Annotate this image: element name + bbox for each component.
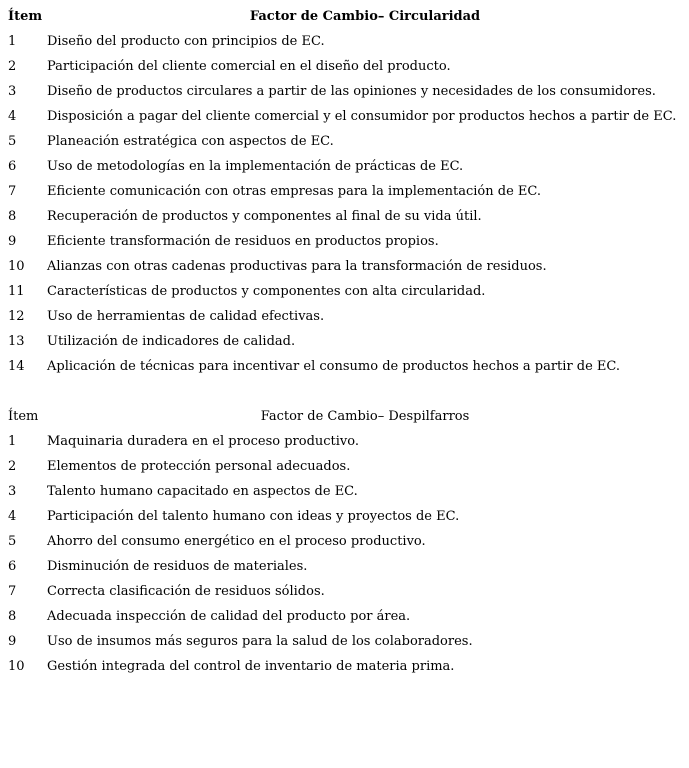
table-row [8,657,683,682]
table-body [8,432,683,682]
item-number: 1 [8,434,17,449]
factor-description: Recuperación de productos y componentes al final de su vida útil. [47,209,482,224]
table-row [8,32,683,57]
table-row [8,457,683,482]
factor-description: Características de productos y componentes con alta circularidad. [47,284,486,299]
item-number: 6 [8,559,17,574]
table-row [8,507,683,532]
table-row [8,357,683,382]
item-number: 3 [8,84,17,99]
factor-description: Adecuada inspección de calidad del producto por área. [47,609,411,624]
factor-description: Aplicación de técnicas para incentivar el consumo de productos hechos a partir de EC. [47,359,621,374]
item-number: 5 [8,534,17,549]
table-row [8,257,683,282]
factor-description: Disminución de residuos de materiales. [47,559,308,574]
item-column-header: Ítem [8,409,39,424]
factor-description: Uso de metodologías en la implementación de prácticas de EC. [47,159,464,174]
factor-description: Elementos de protección personal adecuados. [47,459,351,474]
item-number: 13 [8,334,25,349]
item-number: 2 [8,59,17,74]
item-number: 12 [8,309,25,324]
item-number: 4 [8,109,17,124]
item-number: 6 [8,159,17,174]
table-row [8,82,683,107]
factor-description: Correcta clasificación de residuos sólidos. [47,584,325,599]
item-number: 4 [8,509,17,524]
item-number: 7 [8,184,17,199]
table-header [8,407,683,432]
factor-description: Maquinaria duradera en el proceso productivo. [47,434,360,449]
item-column-header: Ítem [8,9,43,24]
factor-description: Ahorro del consumo energético en el proceso productivo. [47,534,426,549]
table-despilfarros [8,407,683,682]
factor-description: Gestión integrada del control de inventario de materia prima. [47,659,455,674]
table-row [8,132,683,157]
item-number: 2 [8,459,17,474]
factor-description: Eficiente transformación de residuos en productos propios. [47,234,439,249]
item-number: 9 [8,234,17,249]
table-row [8,107,683,132]
item-number: 8 [8,209,17,224]
table-row [8,432,683,457]
item-number: 8 [8,609,17,624]
factor-description: Diseño del producto con principios de EC. [47,34,325,49]
table-row [8,207,683,232]
table-row [8,282,683,307]
factor-description: Alianzas con otras cadenas productivas para la transformación de residuos. [47,259,547,274]
table-row [8,557,683,582]
factor-description: Participación del cliente comercial en el diseño del producto. [47,59,451,74]
table-row [8,582,683,607]
table-row [8,182,683,207]
factor-description: Diseño de productos circulares a partir de las opiniones y necesidades de los consumidores. [47,84,656,99]
table-row [8,482,683,507]
table-title: Factor de Cambio– Despilfarros [260,409,470,424]
table-row [8,632,683,657]
item-number: 5 [8,134,17,149]
table-row [8,607,683,632]
item-number: 7 [8,584,17,599]
item-number: 14 [8,359,25,374]
item-number: 10 [8,659,25,674]
table-row [8,232,683,257]
table-body [8,32,683,382]
table-row [8,57,683,82]
item-number: 3 [8,484,17,499]
factor-description: Uso de insumos más seguros para la salud de los colaboradores. [47,634,473,649]
table-header [8,7,683,32]
factor-description: Eficiente comunicación con otras empresas para la implementación de EC. [47,184,542,199]
factor-description: Uso de herramientas de calidad efectivas. [47,309,325,324]
factor-description: Planeación estratégica con aspectos de EC. [47,134,334,149]
factor-description: Disposición a pagar del cliente comercial y el consumidor por productos hechos a partir de EC. [47,109,677,124]
table-row [8,532,683,557]
table-row [8,307,683,332]
table-title: Factor de Cambio– Circularidad [249,9,481,24]
item-number: 10 [8,259,25,274]
table-row [8,157,683,182]
factor-description: Utilización de indicadores de calidad. [47,334,296,349]
factor-description: Talento humano capacitado en aspectos de EC. [47,484,358,499]
item-number: 1 [8,34,17,49]
table-circularidad [8,7,683,382]
table-row [8,332,683,357]
item-number: 9 [8,634,17,649]
item-number: 11 [8,284,25,299]
factor-description: Participación del talento humano con ideas y proyectos de EC. [47,509,460,524]
